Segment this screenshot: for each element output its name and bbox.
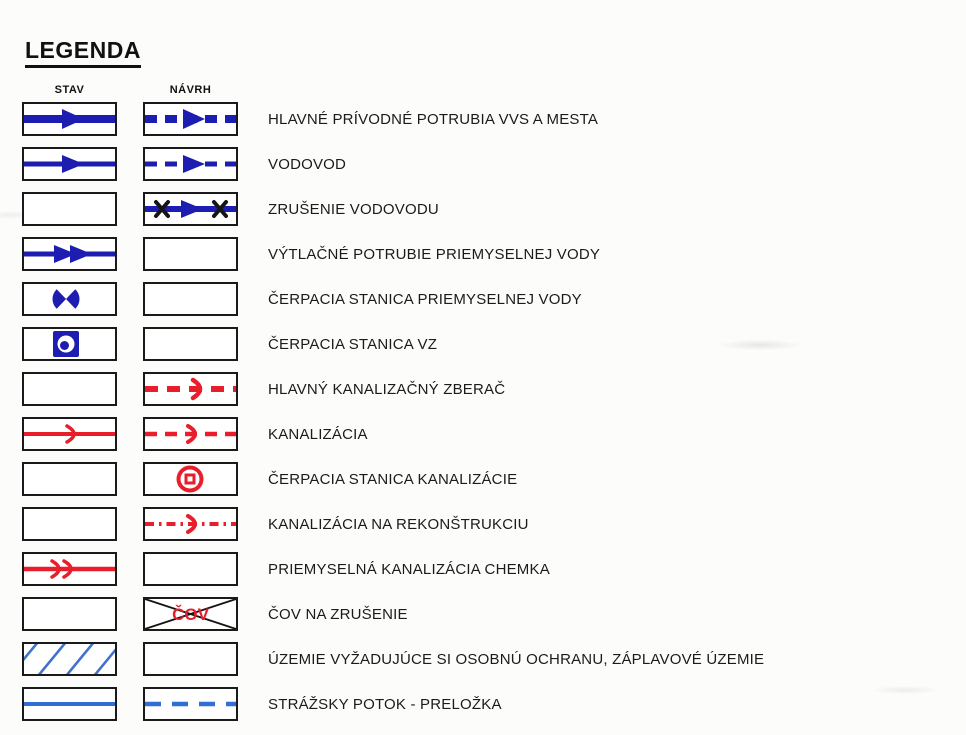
- red-dashdot-open-arrow-icon: [145, 509, 236, 539]
- navrh-symbol-box: [143, 552, 238, 586]
- navrh-symbol-box: [143, 102, 238, 136]
- crossed-box-cov-icon: [145, 599, 236, 629]
- column-header-navrh: NÁVRH: [169, 84, 212, 97]
- navrh-symbol-box: [143, 417, 238, 451]
- legend: [22, 38, 764, 732]
- blue-pump-square-icon: [24, 329, 115, 359]
- navrh-symbol-box: [143, 147, 238, 181]
- blue-line-arrow-crossed-icon: [145, 194, 236, 224]
- navrh-symbol-box: [143, 237, 238, 271]
- stav-symbol-box: [22, 507, 117, 541]
- row-label: VODOVOD: [268, 155, 347, 173]
- stav-symbol-box: [22, 687, 117, 721]
- legend-row: [22, 462, 764, 496]
- red-pump-circle-icon: [145, 464, 236, 494]
- red-line-open-arrow-icon: [24, 419, 115, 449]
- row-label: ČERPACIA STANICA PRIEMYSELNEJ VODY: [268, 290, 582, 308]
- row-label: KANALIZÁCIA: [268, 425, 368, 443]
- navrh-symbol-box: [143, 687, 238, 721]
- blue-hatch-area-icon: [24, 644, 115, 674]
- stav-symbol-box: [22, 237, 117, 271]
- stav-symbol-box: [22, 282, 117, 316]
- empty-box: [145, 284, 236, 314]
- blue-pump-circle-icon: [24, 284, 115, 314]
- stav-symbol-box: [22, 147, 117, 181]
- row-label: HLAVNÉ PRÍVODNÉ POTRUBIA VVS A MESTA: [268, 110, 599, 128]
- blue-line-double-arrow-icon: [24, 239, 115, 269]
- navrh-symbol-box: [143, 282, 238, 316]
- blue-line-arrow-icon: [24, 149, 115, 179]
- legend-row: [22, 552, 764, 586]
- legend-rows: [22, 102, 764, 721]
- blue-line-arrow-dashed-icon: [145, 149, 236, 179]
- legend-row: [22, 282, 764, 316]
- stav-symbol-box: [22, 552, 117, 586]
- stav-symbol-box: [22, 642, 117, 676]
- stream-line-solid-icon: [24, 689, 115, 719]
- legend-row: [22, 147, 764, 181]
- navrh-symbol-box: [143, 327, 238, 361]
- stav-symbol-box: [22, 462, 117, 496]
- row-label: PRIEMYSELNÁ KANALIZÁCIA CHEMKA: [268, 560, 550, 578]
- row-label: VÝTLAČNÉ POTRUBIE PRIEMYSELNEJ VODY: [268, 245, 601, 263]
- red-main-dashed-open-arrow-icon: [145, 374, 236, 404]
- red-dashed-open-arrow-icon: [145, 419, 236, 449]
- legend-title: LEGENDA: [25, 38, 141, 68]
- navrh-symbol-box: [143, 507, 238, 541]
- legend-row: [22, 192, 764, 226]
- empty-box: [145, 239, 236, 269]
- blue-main-line-arrow-icon: [24, 104, 115, 134]
- legend-row: [22, 417, 764, 451]
- blue-main-line-arrow-dashed-icon: [145, 104, 236, 134]
- empty-box: [24, 464, 115, 494]
- legend-row: [22, 687, 764, 721]
- stav-symbol-box: [22, 192, 117, 226]
- empty-box: [24, 194, 115, 224]
- row-label: HLAVNÝ KANALIZAČNÝ ZBERAČ: [268, 380, 506, 398]
- red-line-double-open-arrow-icon: [24, 554, 115, 584]
- row-label: ZRUŠENIE VODOVODU: [268, 200, 439, 218]
- stav-symbol-box: [22, 417, 117, 451]
- legend-row: [22, 372, 764, 406]
- stav-symbol-box: [22, 102, 117, 136]
- row-label: ČERPACIA STANICA VZ: [268, 335, 438, 353]
- row-label: ČOV NA ZRUŠENIE: [268, 605, 408, 623]
- legend-row: [22, 327, 764, 361]
- stream-line-dashed-icon: [145, 689, 236, 719]
- navrh-symbol-box: [143, 597, 238, 631]
- legend-row: [22, 597, 764, 631]
- stav-symbol-box: [22, 327, 117, 361]
- navrh-symbol-box: [143, 372, 238, 406]
- navrh-symbol-box: [143, 642, 238, 676]
- legend-row: [22, 642, 764, 676]
- empty-box: [24, 374, 115, 404]
- row-label: KANALIZÁCIA NA REKONŠTRUKCIU: [268, 515, 529, 533]
- empty-box: [145, 644, 236, 674]
- stav-symbol-box: [22, 597, 117, 631]
- row-label: ČERPACIA STANICA KANALIZÁCIE: [268, 470, 518, 488]
- navrh-symbol-box: [143, 462, 238, 496]
- column-header-stav: STAV: [54, 84, 85, 97]
- legend-row: [22, 237, 764, 271]
- row-label: ÚZEMIE VYŽADUJÚCE SI OSOBNÚ OCHRANU, ZÁPLAVOVÉ ÚZEMIE: [268, 650, 765, 668]
- navrh-symbol-box: [143, 192, 238, 226]
- empty-box: [24, 599, 115, 629]
- legend-row: [22, 507, 764, 541]
- empty-box: [24, 509, 115, 539]
- stav-symbol-box: [22, 372, 117, 406]
- empty-box: [145, 554, 236, 584]
- empty-box: [145, 329, 236, 359]
- svg-text:ČOV: ČOV: [172, 605, 209, 625]
- column-headers: [22, 84, 764, 96]
- legend-row: [22, 102, 764, 136]
- row-label: STRÁŽSKY POTOK - PRELOŽKA: [268, 695, 502, 713]
